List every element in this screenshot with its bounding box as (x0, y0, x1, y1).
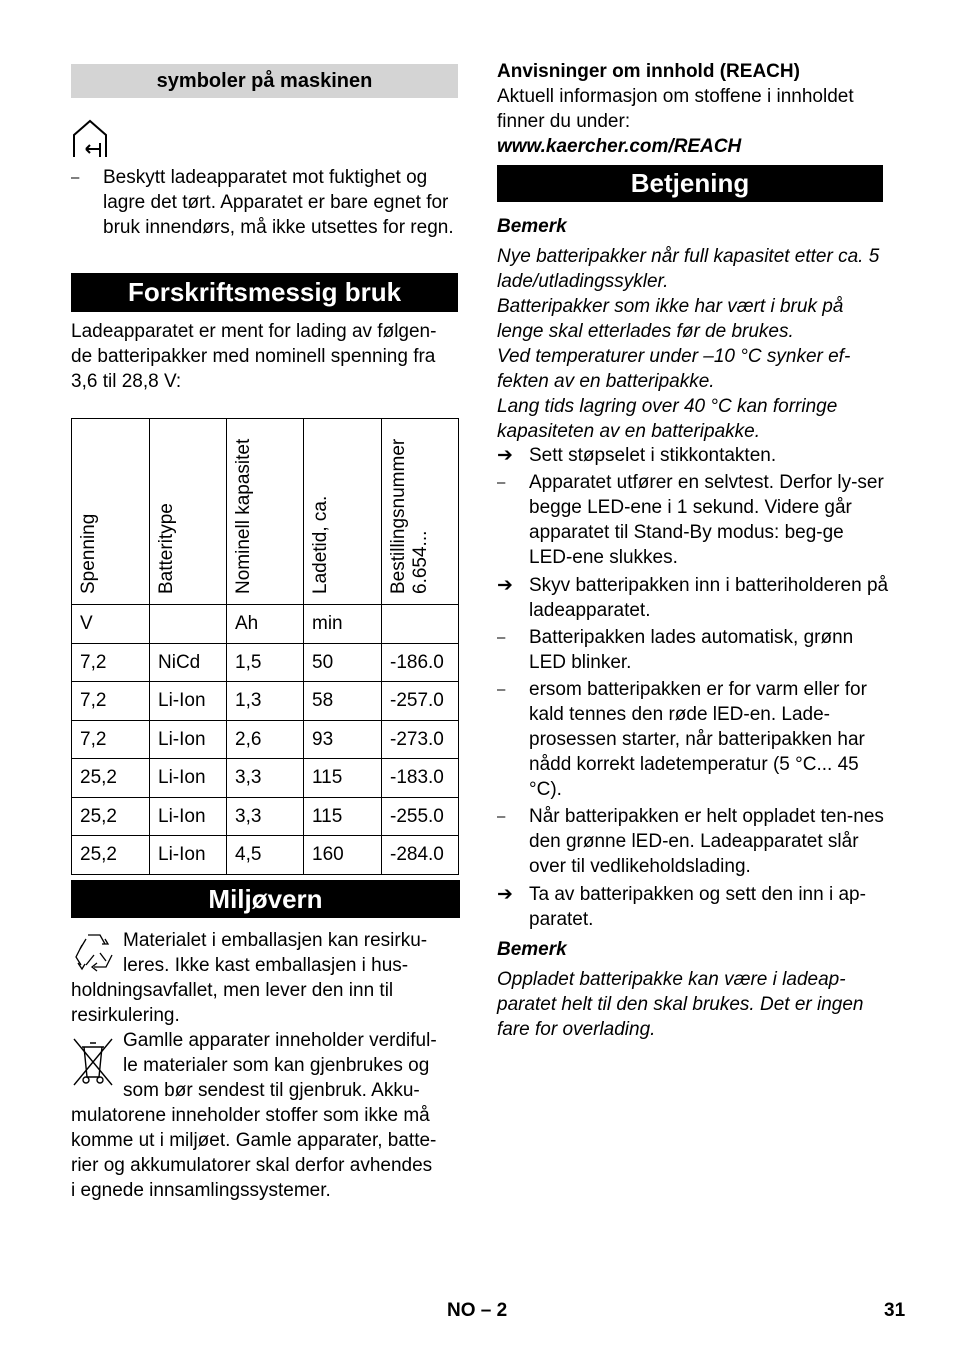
header-battery-type: Batteritype (150, 419, 227, 605)
env-old-devices-text: Gamlle apparater inneholder verdiful- le materialer som kan gjenbrukes og som bør sendest til gjenbruk. Akku- mulatorene inneholder stoffer som ikke må komme ut i miljøet. Gamle apparater, batte- rier og akkumulatorer skal derfor avhendes i egnede innsamlingssystemer. (71, 1030, 437, 1201)
note-text-4: Lang tids lagring over 40 °C kan forringe kapasiteten av en batteripakke. (497, 396, 838, 442)
dash-marker: – (497, 681, 506, 698)
dash-marker: – (497, 808, 506, 825)
symbols-heading: symboler på maskinen (71, 64, 458, 98)
symbols-list-item (71, 165, 461, 240)
reach-heading: Anvisninger om innhold (REACH) (497, 61, 800, 82)
step-arrow-item: ➔ Ta av batteripakken og sett den inn i ap-paratet. (497, 884, 866, 930)
note2-section (497, 937, 889, 1042)
step-dash-item: – Apparatet utfører en selvtest. Derfor ly-ser begge LED-ene i 1 sekund. Videre går apparatet til Stand-By modus: beg-ge LED-ene slukkes. (497, 472, 884, 568)
reach-url: www.kaercher.com/REACH (497, 136, 742, 157)
arrow-icon: ➔ (497, 445, 513, 466)
header-charge-time: Ladetid, ca. (304, 419, 382, 605)
table-row: 7,2 Li-Ion 1,3 58 -257.0 (72, 682, 459, 721)
step-dash-item: – Batteripakken lades automatisk, grønn LED blinker. (497, 627, 854, 673)
dash-marker: – (497, 629, 506, 646)
symbols-item-text: Beskytt ladeapparatet mot fuktighet og lagre det tørt. Apparatet er bare egnet for bruk innendørs, må ikke utsettes for regn. (103, 167, 454, 238)
table-row: 25,2 Li-Ion 4,5 160 -284.0 (72, 836, 459, 875)
table-units-row: V Ah min (72, 605, 459, 644)
step-arrow-item: ➔ Sett støpselet i stikkontakten. (497, 445, 777, 466)
env-recycle-text: Materialet i emballasjen kan resirku- leres. Ikke kast emballasjen i hus- holdningsavfallet, men lever den inn til resirkulering. (71, 930, 428, 1026)
note-text-3: Ved temperaturer under –10 °C synker ef-fekten av en batteripakke. (497, 346, 851, 392)
note-section (497, 214, 889, 444)
table-row: 25,2 Li-Ion 3,3 115 -183.0 (72, 759, 459, 798)
table-row: 7,2 Li-Ion 2,6 93 -273.0 (72, 720, 459, 759)
intended-use-text: Ladeapparatet er ment for lading av følgen- de batteripakker med nominell spenning fra 3,6 til 28,8 V: (71, 321, 437, 392)
note2-text: Oppladet batteripakke kan være i ladeap-paratet helt til den skal brukes. Det er ingen fare for overlading. (497, 969, 864, 1040)
step-dash-item: – ersom batteripakken er for varm eller for kald tennes den røde lED-en. Lade-prosessen starter, når batteripakken har nådd korrekt ladetemperatur (5 °C... 45 °C). (497, 679, 867, 800)
note-text-2: Batteripakker som ikke har vært i bruk på lenge skal etterlades før de brukes. (497, 296, 844, 342)
indoor-use-icon (72, 119, 110, 159)
page-number: 31 (884, 1300, 906, 1321)
table-header-row (72, 419, 459, 605)
note2-label: Bemerk (497, 939, 567, 960)
dash-marker: – (497, 474, 506, 491)
note-text-1: Nye batteripakker når full kapasitet etter ca. 5 lade/utladingssykler. (497, 246, 880, 292)
environment-heading: Miljøvern (71, 880, 460, 918)
battery-table (71, 418, 459, 875)
note-label: Bemerk (497, 216, 567, 237)
step-dash-item: – Når batteripakken er helt oppladet ten-nes den grønne lED-en. Ladeapparatet slår over til vedlikeholdslading. (497, 806, 884, 877)
table-row: 7,2 NiCd 1,5 50 -186.0 (72, 643, 459, 682)
footer-language: NO – 2 (447, 1300, 508, 1321)
arrow-icon: ➔ (497, 575, 513, 596)
header-capacity: Nominell kapasitet (227, 419, 304, 605)
arrow-icon: ➔ (497, 884, 513, 905)
reach-section (497, 59, 887, 159)
header-voltage: Spenning (72, 419, 150, 605)
header-order-number: Bestillingsnummer 6.654... (382, 419, 459, 605)
dash-marker: – (71, 169, 80, 186)
step-arrow-item: ➔ Skyv batteripakken inn i batteriholderen på ladeapparatet. (497, 575, 889, 621)
table-row: 25,2 Li-Ion 3,3 115 -255.0 (72, 797, 459, 836)
intended-use-heading: Forskriftsmessig bruk (71, 273, 458, 312)
reach-text: Aktuell informasjon om stoffene i innholdet finner du under: (497, 86, 854, 132)
operation-heading: Betjening (497, 165, 883, 202)
